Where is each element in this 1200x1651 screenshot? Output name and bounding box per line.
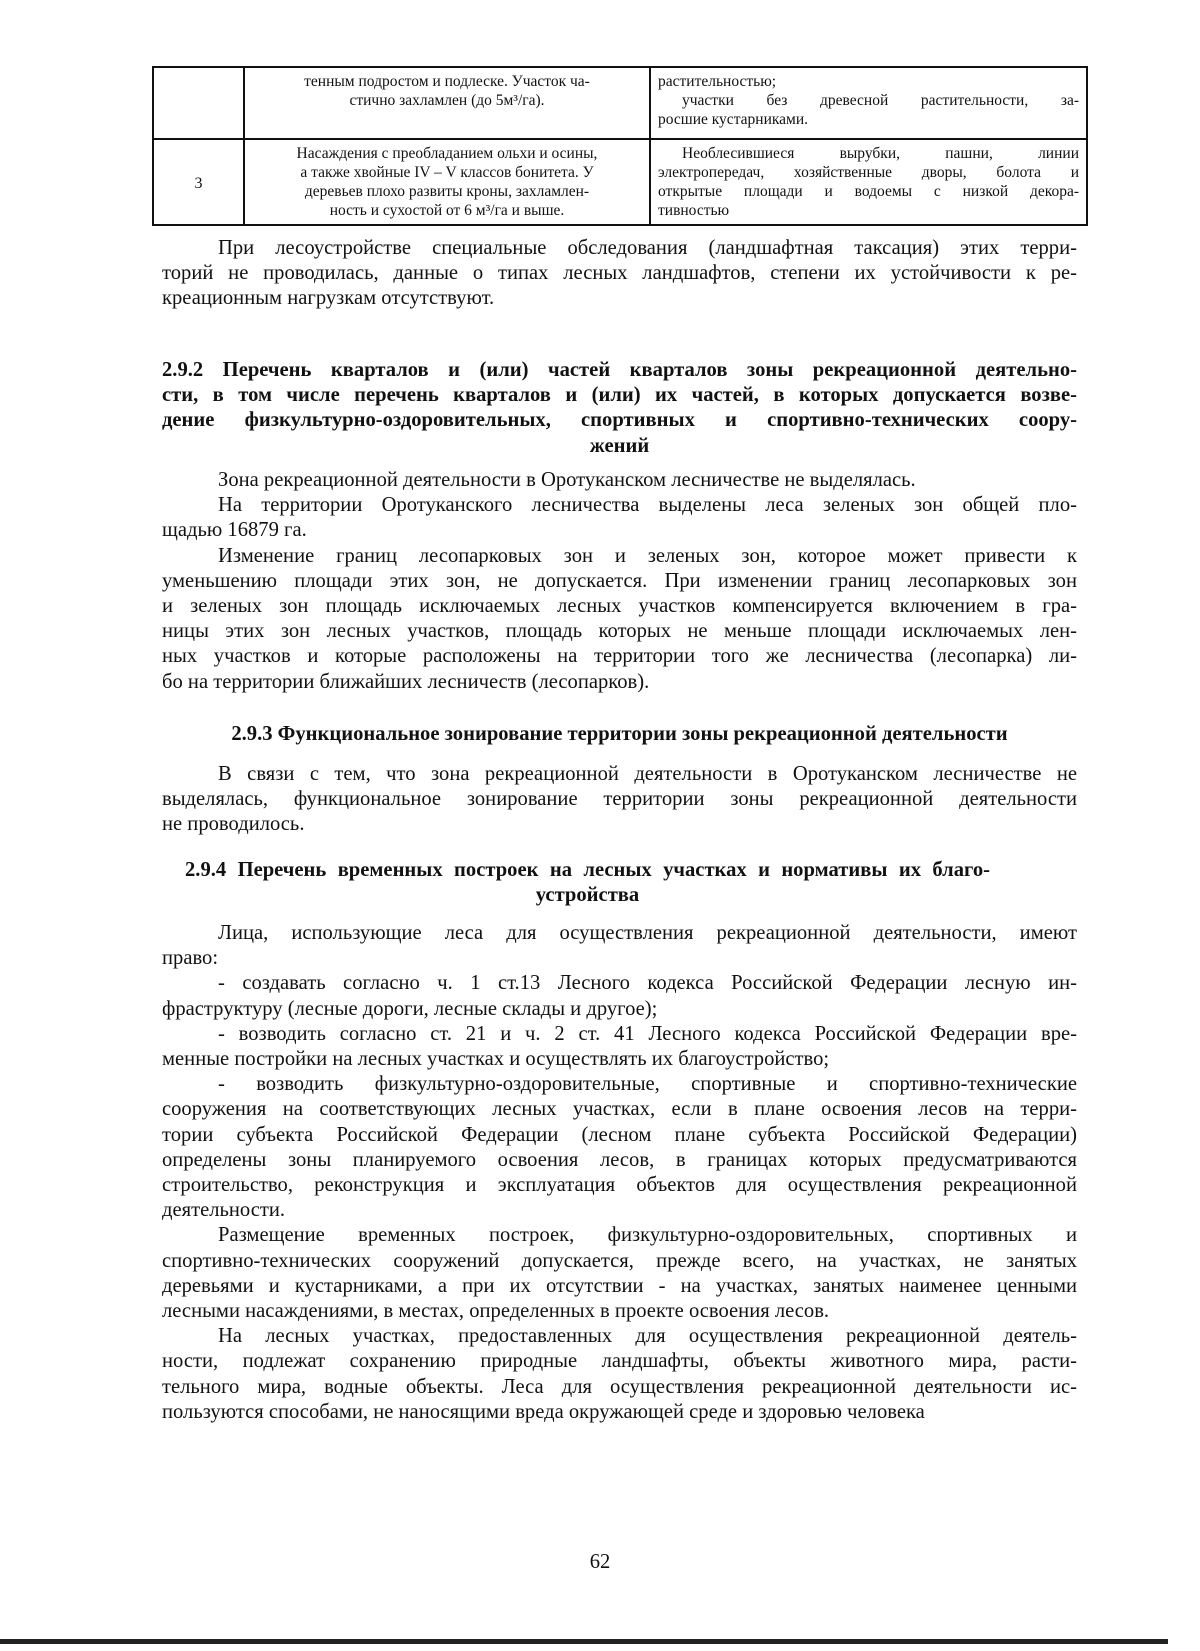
text-line: выделялась, функциональное зонирование территории зоны рекреационной деятельности	[162, 788, 1077, 811]
heading-line: 2.9.4 Перечень временных построек на лесных участках и нормативы их благо-	[185, 859, 990, 881]
text-line: сооружения на соответствующих лесных участках, если в плане освоения лесов на терри-	[162, 1098, 1077, 1121]
text-line: щадью 16879 га.	[162, 519, 307, 542]
text-line: право:	[162, 947, 219, 970]
cell-line: электропередач, хозяйственные дворы, болота и	[658, 164, 1079, 181]
cell-line: ность и сухостой от 6 м³/га и выше.	[329, 202, 565, 219]
text-line: пользуются способами, не наносящими вреда окружающей среде и здоровью человека	[162, 1400, 925, 1423]
text-line: торий не проводилась, данные о типах лесных ландшафтов, степени их устойчивости к ре-	[162, 262, 1077, 285]
text-line: деятельности.	[162, 1199, 286, 1222]
text-line: ницы этих зон лесных участков, площадь которых не меньше площади исключаемых лен-	[162, 620, 1077, 643]
text-line: креационным нагрузкам отсутствуют.	[162, 287, 495, 310]
text-line: Изменение границ лесопарковых зон и зеленых зон, которое может привести к	[218, 544, 1077, 567]
text-line: При лесоустройстве специальные обследования (ландшафтная таксация) этих терри-	[218, 237, 1077, 259]
text-line: уменьшению площади этих зон, не допускается. При изменении границ лесопарковых зон	[162, 569, 1077, 592]
heading-line: жений	[589, 434, 650, 457]
text-line: определены зоны планируемого освоения лесов, в границах которых предусматриваются	[162, 1148, 1077, 1171]
section-heading-2-9-4	[185, 858, 990, 908]
section-heading-2-9-2	[162, 358, 1077, 459]
cell-line: Насаждения с преобладанием ольхи и осины,	[296, 145, 598, 162]
text-line: бо на территории ближайших лесничеств (лесопарков).	[162, 670, 650, 693]
text-line: - создавать согласно ч. 1 ст.13 Лесного кодекса Российской Федерации лесную ин-	[218, 972, 1077, 995]
cell-line: росшие кустарниками.	[658, 111, 809, 128]
text-line: В связи с тем, что зона рекреационной деятельности в Оротуканском лесничестве не	[218, 763, 1077, 785]
table-row	[153, 139, 1087, 225]
text-line: Зона рекреационной деятельности в Оротуканском лесничестве не выделялась.	[218, 469, 916, 491]
text-line: - возводить физкультурно-оздоровительные, спортивные и спортивно-технические	[218, 1073, 1077, 1096]
section-2-9-2-body	[162, 468, 1077, 695]
text-line: - возводить согласно ст. 21 и ч. 2 ст. 41 Лесного кодекса Российской Федерации вре-	[218, 1022, 1077, 1045]
table-cell-areas	[650, 139, 1087, 225]
section-2-9-3-body	[162, 762, 1077, 838]
text-line: Размещение временных построек, физкультурно-оздоровительных, спортивных и	[218, 1224, 1077, 1247]
section-heading-2-9-3	[162, 722, 1077, 747]
table-cell-description	[244, 139, 650, 225]
page-number: 62	[589, 1551, 611, 1573]
text-line: ности, подлежат сохранению природные ландшафты, объекты животного мира, расти-	[162, 1350, 1077, 1373]
table-cell-description	[244, 67, 650, 139]
table-cell-number	[153, 67, 244, 139]
heading-line: дение физкультурно-оздоровительных, спортивных и спортивно-технических соору-	[162, 409, 1077, 432]
text-line: лесными насаждениями, в местах, определенных в проекте освоения лесов.	[162, 1300, 830, 1323]
heading-line: устройства	[535, 884, 640, 907]
table-row	[153, 67, 1087, 139]
text-line: менные постройки на лесных участках и осуществлять их благоустройство;	[162, 1048, 830, 1071]
section-2-9-4-body	[162, 921, 1077, 1425]
cell-line: участки без древесной растительности, за-	[682, 92, 1079, 109]
cell-line: тенным подростом и подлеске. Участок ча-	[304, 73, 590, 90]
text-line: строительство, реконструкция и эксплуатация объектов для осуществления рекреационной	[162, 1174, 1077, 1197]
conditions-table	[152, 66, 1088, 226]
text-line: деревьями и кустарниками, а при их отсутствии - на участках, занятых наименее ценными	[162, 1274, 1077, 1297]
table-cell-number: 3	[153, 139, 244, 225]
bottom-rule	[0, 1639, 1168, 1644]
cell-line: деревьев плохо развиты кроны, захламлен-	[304, 183, 590, 200]
cell-line: растительностью;	[658, 73, 777, 90]
text-line: тории субъекта Российской Федерации (лесном плане субъекта Российской Федерации)	[162, 1123, 1077, 1146]
text-line: и зеленых зон площадь исключаемых лесных участков компенсируется включением в гра-	[162, 595, 1077, 618]
text-line: фраструктуру (лесные дороги, лесные склады и другое);	[162, 997, 658, 1020]
text-line: Лица, использующие леса для осуществления рекреационной деятельности, имеют	[218, 922, 1077, 944]
heading-line: 2.9.3 Функциональное зонирование территории зоны рекреационной деятельности	[231, 723, 1008, 745]
heading-line: сти, в том числе перечень кварталов и (или) их частей, в которых допускается возве-	[162, 384, 1077, 407]
text-line: тельного мира, водные объекты. Леса для осуществления рекреационной деятельности ис-	[162, 1375, 1077, 1398]
cell-line: стично захламлен (до 5м³/га).	[349, 92, 545, 109]
cell-line: тивностью	[658, 202, 730, 219]
cell-line: открытые площади и водоемы с низкой декора-	[658, 183, 1079, 200]
text-line: не проводилось.	[162, 813, 305, 836]
cell-line: Необлесившиеся вырубки, пашни, линии	[682, 145, 1079, 162]
text-line: спортивно-технических сооружений допускается, прежде всего, на участках, не занятых	[162, 1249, 1077, 1272]
heading-line: 2.9.2 Перечень кварталов и (или) частей кварталов зоны рекреационной деятельно-	[162, 359, 1077, 381]
cell-line: а также хвойные IV – V классов бонитета. У	[300, 164, 594, 181]
intro-paragraph	[162, 236, 1077, 312]
table-cell-areas	[650, 67, 1087, 139]
text-line: ных участков и которые расположены на территории того же лесничества (лесопарка) ли-	[162, 645, 1077, 668]
text-line: На территории Оротуканского лесничества выделены леса зеленых зон общей пло-	[218, 494, 1077, 517]
text-line: На лесных участках, предоставленных для осуществления рекреационной деятель-	[218, 1325, 1077, 1348]
